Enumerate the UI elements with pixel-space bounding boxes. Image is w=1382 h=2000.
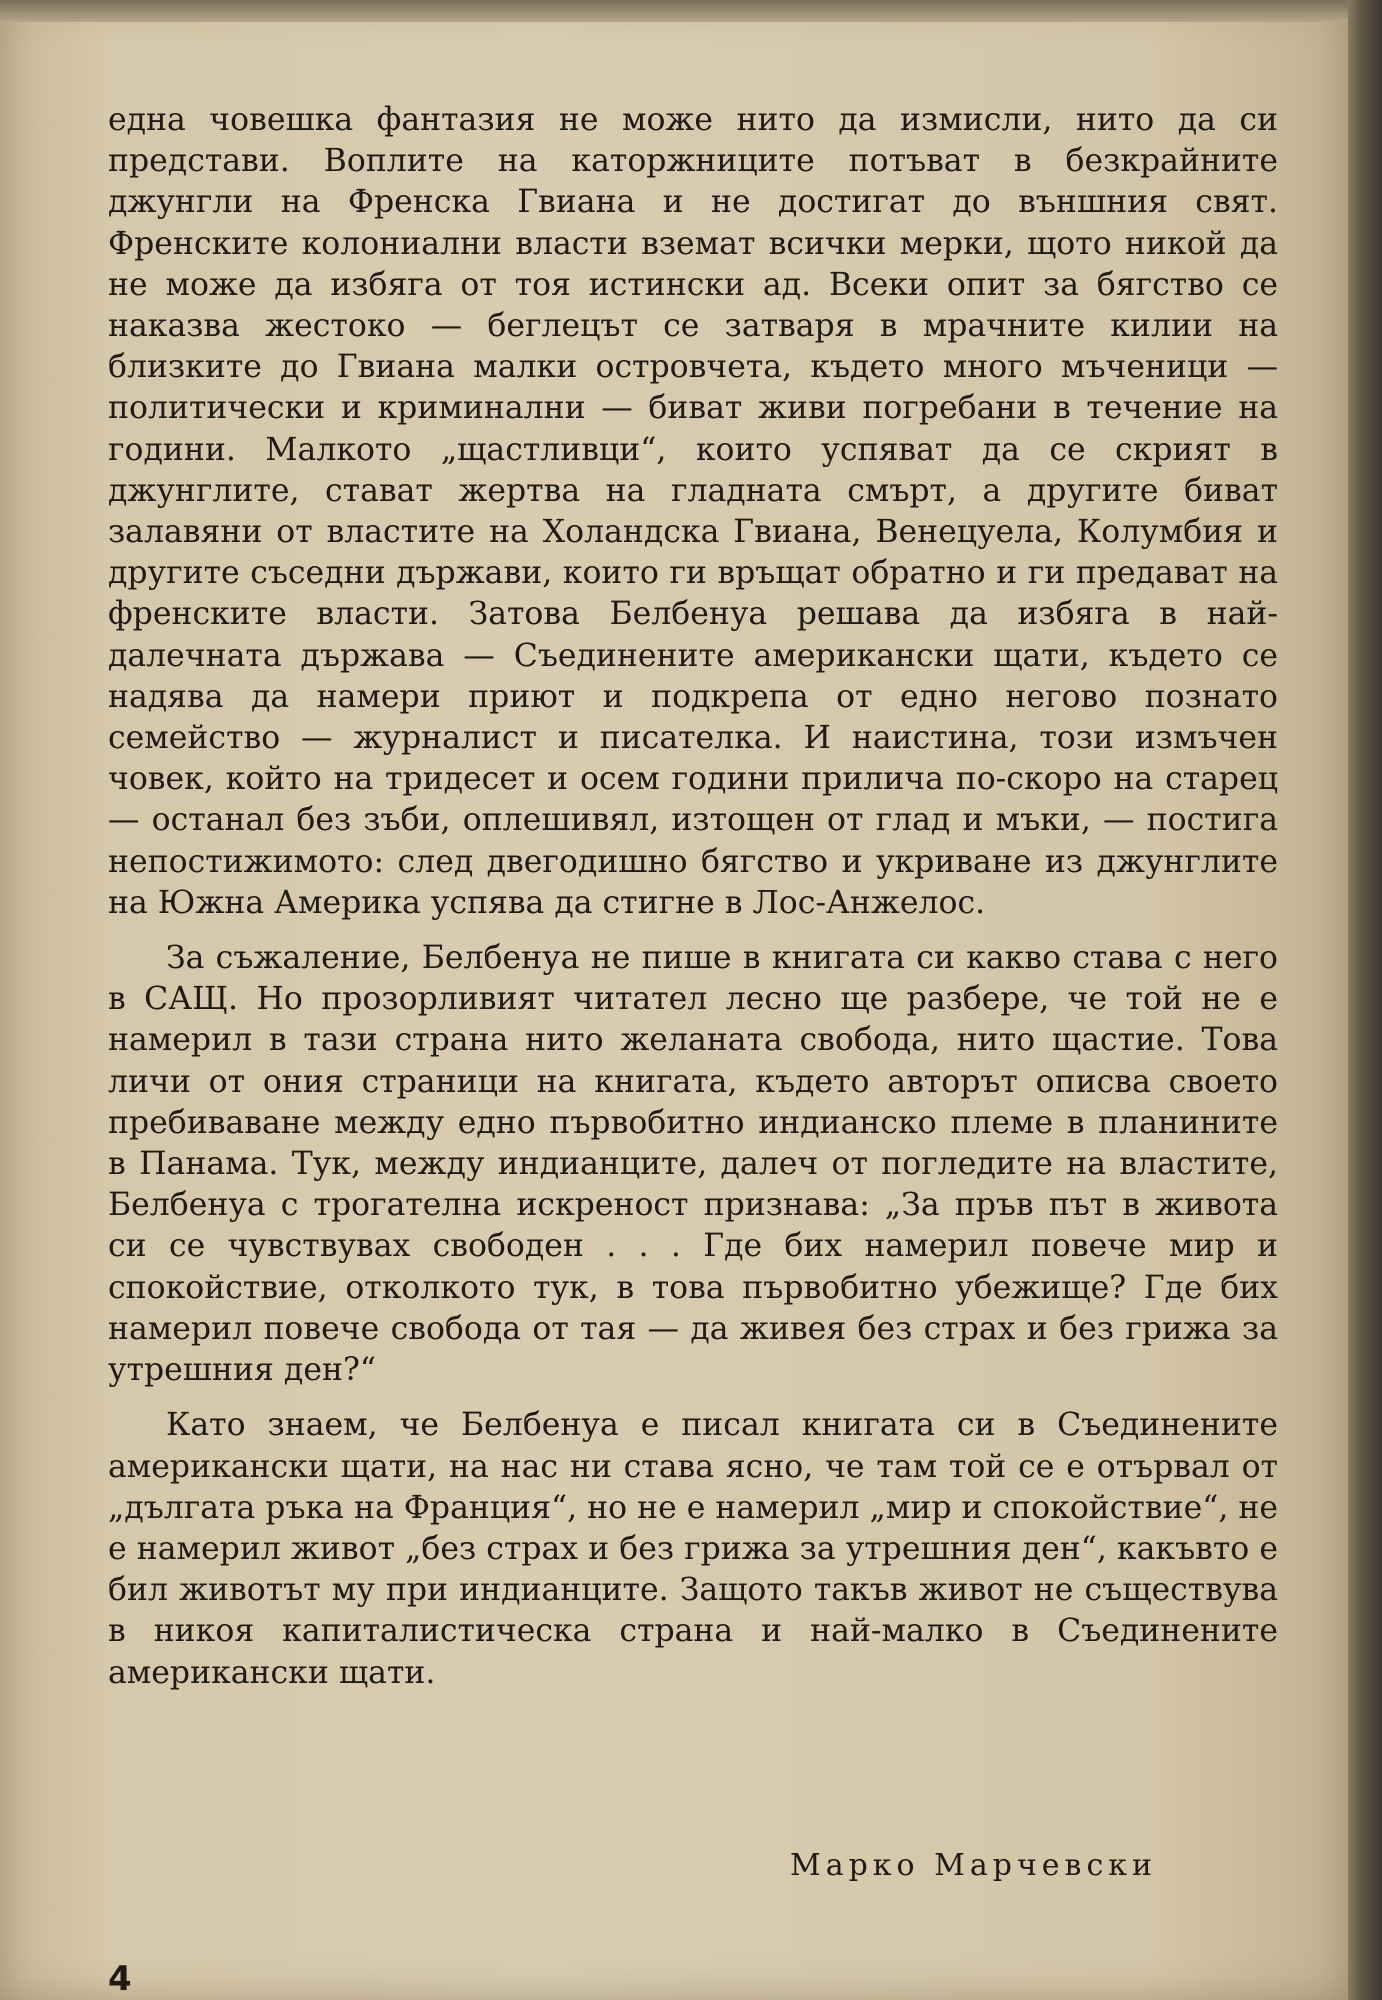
paragraph-1: една човешка фантазия не може нито да измисли, нито да си представи. Воплите на каторжниците потъват в безкрайните джунгли на Френска Гвиана и не достигат до външния свят. Френските колониални власти вземат всички мерки, щото никой да не може да избяга от тоя истински ад. Всеки опит за бягство се наказва жестоко — беглецът се затваря в мрачните килии на близките до Гвиана малки островчета, където много мъченици — политически и криминални — биват живи погребани в течение на години. Малкото „щастливци“, които успяват да се скрият в джунглите, стават жертва на гладната смърт, а другите биват залавяни от властите на Холандска Гвиана, Венецуела, Колумбия и другите съседни държави, които ги връщат обратно и ги предават на френските власти. Затова Белбенуа решава да избяга в най-далечната държава — Съединените американски щати, където се надява да намери приют и подкрепа от едно негово познато семейство — журналист и писателка. И наистина, този измъчен човек, който на тридесет и осем години прилича по-скоро на старец — останал без зъби, оплешивял, изтощен от глад и мъки, — постига непостижимото: след двегодишно бягство и укриване из джунглите на Южна Америка успява да стигне в Лос-Анжелос. (108, 102, 1278, 921)
page-number: 4 (108, 1959, 132, 1999)
author-signature: Марко Марчевски (790, 1848, 1157, 1883)
paragraph-2: За съжаление, Белбенуа не пише в книгата си какво става с него в САЩ. Но прозорливият читател лесно ще разбере, че той не е намерил в тази страна нито желаната свобода, нито щастие. Това личи от ония страници на книгата, където авторът описва своето пребиваване между едно първобитно индианско племе в планините в Панама. Тук, между индианците, далеч от погледите на властите, Белбенуа с трогателна искреност признава: „За пръв път в живота си се чувствувах свободен . . . Где бих намерил повече мир и спокойствие, отколкото тук, в това първобитно убежище? Где бих намерил повече свобода от тая — да живея без страх и без грижа за утрешния ден?“ (108, 940, 1278, 1389)
book-spine-shadow (1348, 0, 1382, 2000)
paragraph-3: Като знаем, че Белбенуа е писал книгата си в Съединените американски щати, на нас ни става ясно, че там той се е отървал от „дългата ръка на Франция“, но не е намерил „мир и спокойствие“, не е намерил живот „без страх и без грижа за утрешния ден“, какъвто е бил животът му при индианците. Защото такъв живот не съществува в никоя капиталистическа страна и най-малко в Съединените американски щати. (108, 1407, 1278, 1691)
body-text (108, 100, 1278, 1694)
page-top-edge (0, 0, 1348, 22)
